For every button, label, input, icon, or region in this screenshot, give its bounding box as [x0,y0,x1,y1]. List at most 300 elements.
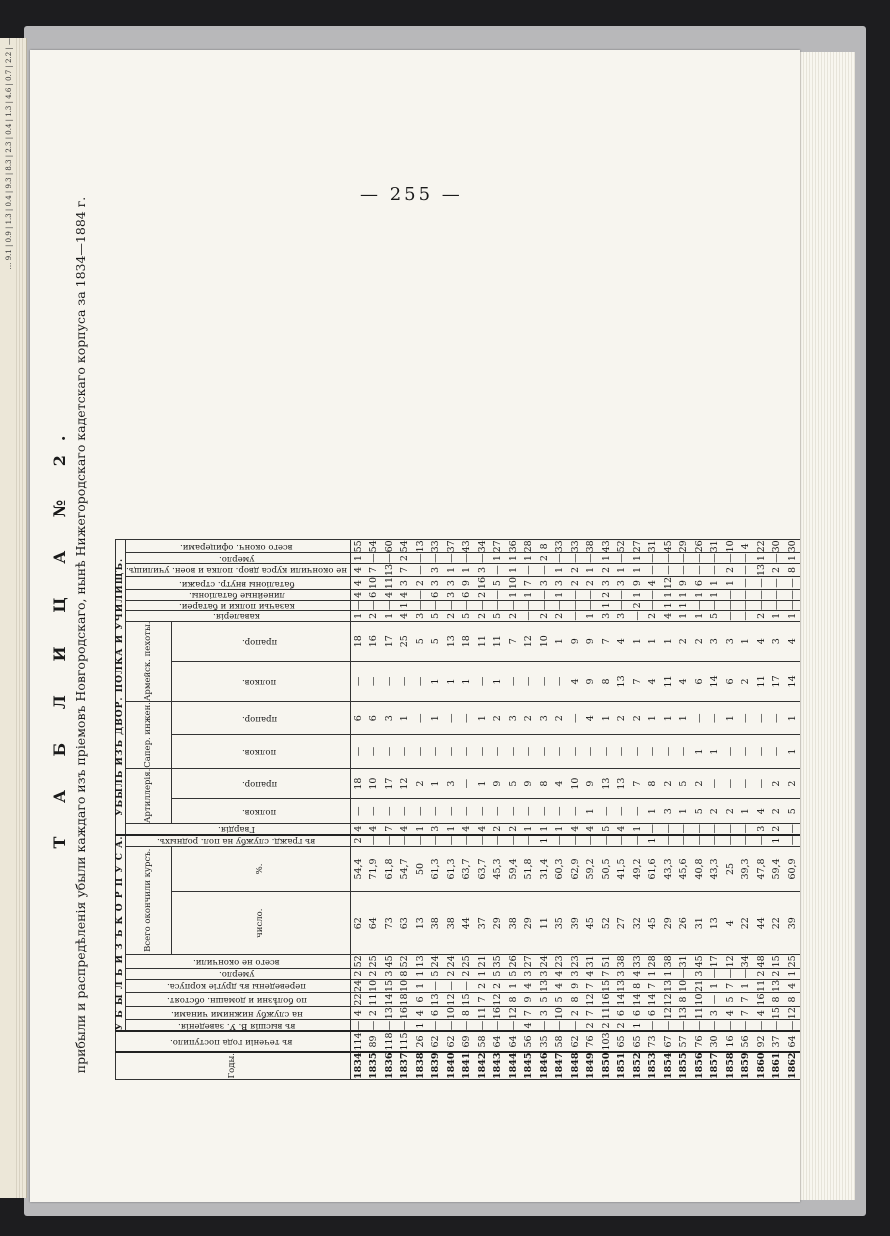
cell-cav: 2 [645,611,661,622]
cell-d2: 1 [350,553,366,564]
cell-cos: 1 [676,600,692,611]
cell-cos: 1 [599,600,615,611]
cell-ap: — [444,799,460,824]
cell-cav: — [723,611,739,622]
cell-sp: — [397,735,413,768]
cell-apr: 2 [661,768,677,799]
cell-died: 1 [661,968,677,979]
cell-civ: 4 [350,1006,366,1020]
cell-tr: 13 [614,979,630,993]
cell-cos: — [723,600,739,611]
cell-civ: 11 [475,1006,491,1020]
cell-fp: 59,2 [583,846,599,892]
cell-int: 5 [490,576,506,589]
cell-ipr: 12 [521,621,537,661]
cell-fc: 29 [521,892,537,955]
cell-int: 16 [475,576,491,589]
cell-nf: 24 [444,955,460,969]
cell-fc: 38 [444,892,460,955]
cell-gs: — [692,835,708,847]
cell-year: 1859 [738,1052,754,1080]
cell-gs: — [785,835,801,847]
cell-tot: 54 [397,540,413,553]
cell-apr: 2 [692,768,708,799]
cell-ip: 4 [568,661,584,701]
cell-gs: 2 [350,835,366,847]
cell-died: 2 [769,968,785,979]
cell-hi: — [397,1020,413,1031]
cell-nfd: 8 [785,563,801,576]
cell-cav: 1 [350,611,366,622]
cell-ap: — [366,799,382,824]
cell-d2: 1 [785,553,801,564]
cell-ip: — [537,661,553,701]
cell-ap: 5 [785,799,801,824]
cell-died: 3 [614,968,630,979]
cell-lin: — [568,590,584,601]
cell-gu: 2 [490,824,506,835]
cell-gs: — [661,835,677,847]
table-row [754,540,770,1080]
cell-ill: 14 [645,993,661,1007]
cell-civ: 2 [568,1006,584,1020]
cell-sp: — [475,735,491,768]
previous-page-text: … 9.1 | 0.9 | 1.3 | 0.4 | 9.3 | 8.3 | 2.3 | 0.4 | 1.3 | 4.6 | 0.7 | 2.2 | — [5,38,13,270]
cell-hi: 4 [521,1020,537,1031]
cell-year: 1846 [537,1052,553,1080]
cell-tr: 13 [769,979,785,993]
cell-d2: — [366,553,382,564]
cell-hi: — [382,1020,398,1031]
cell-ipr: 2 [692,621,708,661]
cell-year: 1838 [413,1052,429,1080]
cell-cos: — [444,600,460,611]
cell-nfd: 13 [754,563,770,576]
cell-ap: — [521,799,537,824]
cell-cav: — [568,611,584,622]
cell-gu: 4 [568,824,584,835]
cell-tr: 2 [475,979,491,993]
cell-lin: 6 [428,590,444,601]
cell-ip: — [506,661,522,701]
cell-civ: 12 [506,1006,522,1020]
cell-year: 1834 [350,1052,366,1080]
cell-fc: 63 [397,892,413,955]
cell-tot: 52 [614,540,630,553]
cell-d2: — [738,553,754,564]
cell-year: 1858 [723,1052,739,1080]
cell-rec: 58 [475,1031,491,1051]
group-infantry: Армейск. пехоты. [126,621,172,701]
cell-nfd: 3 [428,563,444,576]
cell-d2: 1 [630,553,646,564]
cell-int: 9 [676,576,692,589]
cell-fc: 22 [738,892,754,955]
cell-civ: 3 [537,1006,553,1020]
cell-spr: 1 [723,702,739,735]
cell-gs: — [723,835,739,847]
cell-gu: 4 [583,824,599,835]
cell-gu: 1 [444,824,460,835]
cell-gs: — [397,835,413,847]
cell-year: 1844 [506,1052,522,1080]
cell-d2: — [707,553,723,564]
cell-apr: 13 [614,768,630,799]
cell-gu: 4 [459,824,475,835]
cell-tot: 22 [754,540,770,553]
cell-hi: 2 [614,1020,630,1031]
cell-cav: 2 [475,611,491,622]
cell-nfd: 7 [366,563,382,576]
cell-spr: — [568,702,584,735]
cell-ip: 8 [599,661,615,701]
data-table [115,539,800,1080]
table-row [568,540,584,1080]
cell-fp: 60,3 [552,846,568,892]
cell-ap: — [397,799,413,824]
cell-spr: 1 [397,702,413,735]
cell-died: 5 [428,968,444,979]
cell-spr: 6 [350,702,366,735]
cell-died: 3 [568,968,584,979]
cell-rec: 76 [583,1031,599,1051]
cell-tot: 13 [413,540,429,553]
cell-cav: 5 [490,611,506,622]
cell-spr: — [754,702,770,735]
col-inf-regiments: полков. [171,661,350,701]
cell-fc: 29 [490,892,506,955]
cell-nfd: 2 [568,563,584,576]
cell-apr: 1 [428,768,444,799]
table-row [444,540,460,1080]
cell-tot: 34 [475,540,491,553]
page-edges [800,52,855,1200]
cell-tot: 37 [444,540,460,553]
cell-gu: 4 [397,824,413,835]
cell-tr: 8 [630,979,646,993]
cell-tot: 45 [661,540,677,553]
rotated-content [50,140,798,1130]
cell-rec: 76 [692,1031,708,1051]
cell-ipr: 3 [723,621,739,661]
group-sappers: Сапер. инжен. [126,702,172,769]
cell-ap: 4 [754,799,770,824]
cell-ip: 4 [645,661,661,701]
cell-died: 2 [350,968,366,979]
cell-nfd: — [521,563,537,576]
col-cossacks: казачьи полки и батареи. [126,600,351,611]
cell-gu: 1 [521,824,537,835]
cell-sp: — [382,735,398,768]
cell-nf: 24 [428,955,444,969]
cell-ap: — [599,799,615,824]
cell-sp: — [350,735,366,768]
cell-spr: 2 [630,702,646,735]
cell-nf: 35 [490,955,506,969]
cell-ipr: 5 [413,621,429,661]
cell-fc: 45 [645,892,661,955]
cell-tot: 30 [769,540,785,553]
cell-sp: 1 [707,735,723,768]
cell-apr: 2 [785,768,801,799]
cell-fp: 47,8 [754,846,770,892]
cell-spr: 3 [382,702,398,735]
cell-gu: — [692,824,708,835]
cell-nf: 28 [645,955,661,969]
cell-tr: 24 [350,979,366,993]
table-row [537,540,553,1080]
cell-apr: 12 [397,768,413,799]
cell-cav: 1 [583,611,599,622]
cell-spr: 1 [599,702,615,735]
cell-apr: 9 [490,768,506,799]
cell-tr: 13 [537,979,553,993]
cell-fc: 4 [723,892,739,955]
cell-died: 2 [459,968,475,979]
cell-fp: 61,3 [444,846,460,892]
cell-d2: 1 [506,553,522,564]
cell-lin: 1 [506,590,522,601]
cell-nfd: 1 [552,563,568,576]
cell-gs: — [490,835,506,847]
cell-ill: 7 [475,993,491,1007]
cell-cav: 2 [552,611,568,622]
col-inf-ensigns: прапор. [171,621,350,661]
cell-cos: — [537,600,553,611]
previous-page-edge [0,38,27,1198]
cell-tr: 7 [645,979,661,993]
cell-cos: — [707,600,723,611]
cell-spr: 2 [614,702,630,735]
cell-apr: 9 [521,768,537,799]
cell-nf: 25 [459,955,475,969]
cell-cav: 2 [506,611,522,622]
cell-tr: 4 [521,979,537,993]
cell-nf: 24 [537,955,553,969]
cell-spr: — [707,702,723,735]
col-internal-guard: баталіоны внутр. стражи. [126,576,351,589]
cell-nfd: 1 [444,563,460,576]
table-row [614,540,630,1080]
cell-tr: 7 [723,979,739,993]
cell-year: 1861 [769,1052,785,1080]
cell-nfd: 2 [599,563,615,576]
cell-year: 1853 [645,1052,661,1080]
cell-civ: 3 [707,1006,723,1020]
cell-fp: 43,3 [661,846,677,892]
cell-fp: 60,9 [785,846,801,892]
cell-ill: 16 [599,993,615,1007]
cell-civ: 15 [769,1006,785,1020]
col-guard: Гвардія. [126,824,351,835]
cell-cos: 1 [661,600,677,611]
cell-int: 6 [692,576,708,589]
cell-fc: 35 [552,892,568,955]
col-sap-ensigns: прапор. [171,702,350,735]
cell-gu: 2 [506,824,522,835]
cell-fc: 22 [769,892,785,955]
cell-year: 1835 [366,1052,382,1080]
cell-civ: 11 [599,1006,615,1020]
cell-hi: 1 [413,1020,429,1031]
cell-rec: 62 [568,1031,584,1051]
cell-tr: 2 [490,979,506,993]
cell-rec: 16 [723,1031,739,1051]
cell-tot: 54 [366,540,382,553]
cell-fp: 63,7 [459,846,475,892]
cell-ipr: 9 [568,621,584,661]
cell-cav: — [630,611,646,622]
cell-gu: 4 [366,824,382,835]
cell-civ: 4 [413,1006,429,1020]
cell-tr: 15 [599,979,615,993]
cell-d2: — [583,553,599,564]
cell-gs: — [738,835,754,847]
cell-ipr: 1 [552,621,568,661]
cell-died: 3 [537,968,553,979]
cell-ill: 8 [676,993,692,1007]
cell-hi: — [350,1020,366,1031]
cell-rec: 103 [599,1031,615,1051]
cell-ill: 15 [459,993,475,1007]
group-finished: Всего окончили курсъ. [126,846,172,955]
cell-year: 1847 [552,1052,568,1080]
cell-fp: 43,3 [707,846,723,892]
cell-ap: — [428,799,444,824]
cell-apr: 17 [382,768,398,799]
table-row [769,540,785,1080]
cell-ip: 6 [723,661,739,701]
table-row [645,540,661,1080]
cell-sp: — [413,735,429,768]
cell-ipr: 1 [645,621,661,661]
cell-int: — [738,576,754,589]
col-art-ensigns: прапор. [171,768,350,799]
cell-civ: 16 [490,1006,506,1020]
table-heading [50,140,112,1130]
cell-ipr: 10 [537,621,553,661]
cell-lin: — [490,590,506,601]
cell-d2: 2 [397,553,413,564]
cell-ipr: 4 [785,621,801,661]
cell-spr: 3 [537,702,553,735]
cell-year: 1845 [521,1052,537,1080]
cell-d2: 1 [599,553,615,564]
cell-ipr: 7 [506,621,522,661]
cell-gs: — [444,835,460,847]
cell-d2: — [661,553,677,564]
cell-cav: 2 [444,611,460,622]
cell-died: 1 [785,968,801,979]
cell-cos: — [428,600,444,611]
cell-died: — [723,968,739,979]
cell-ip: 1 [490,661,506,701]
cell-fc: 13 [413,892,429,955]
cell-apr: 9 [583,768,599,799]
cell-rec: 118 [382,1031,398,1051]
cell-cos: — [785,600,801,611]
cell-sp: — [583,735,599,768]
cell-d2: — [428,553,444,564]
cell-tot: 33 [428,540,444,553]
cell-nfd: 2 [723,563,739,576]
cell-lin: 6 [366,590,382,601]
cell-ip: 17 [769,661,785,701]
cell-hi: — [444,1020,460,1031]
cell-nfd: — [490,563,506,576]
cell-ap: 1 [583,799,599,824]
cell-int: 9 [459,576,475,589]
cell-ill: 16 [754,993,770,1007]
cell-hi: — [676,1020,692,1031]
cell-lin: — [583,590,599,601]
cell-ill: 18 [397,993,413,1007]
cell-apr: 2 [769,768,785,799]
cell-ap: 3 [661,799,677,824]
cell-d2: — [645,553,661,564]
cell-nf: 21 [475,955,491,969]
cell-sp: — [459,735,475,768]
cell-lin: 1 [521,590,537,601]
cell-lin: — [413,590,429,601]
cell-died: — [738,968,754,979]
cell-died: — [676,968,692,979]
cell-cos: — [552,600,568,611]
cell-ill: 8 [785,993,801,1007]
cell-hi: — [490,1020,506,1031]
cell-sp: — [506,735,522,768]
cell-fc: 37 [475,892,491,955]
cell-fp: 63,7 [475,846,491,892]
cell-tot: 33 [552,540,568,553]
cell-lin: — [614,590,630,601]
cell-ipr: 17 [382,621,398,661]
cell-sp: — [568,735,584,768]
cell-ill: 12 [661,993,677,1007]
cell-sp: — [738,735,754,768]
cell-hi: — [754,1020,770,1031]
cell-cav: 1 [676,611,692,622]
cell-cav: 5 [428,611,444,622]
cell-tot: 28 [521,540,537,553]
cell-died: 3 [382,968,398,979]
cell-tr: 4 [785,979,801,993]
cell-fp: 61,3 [428,846,444,892]
cell-tr: 10 [366,979,382,993]
cell-d2: — [676,553,692,564]
cell-cav: 3 [599,611,615,622]
cell-ill: 13 [428,993,444,1007]
cell-gu: 3 [754,824,770,835]
cell-fc: 38 [428,892,444,955]
cell-sp: — [521,735,537,768]
cell-fc: 31 [692,892,708,955]
cell-ap: — [537,799,553,824]
cell-tr: 9 [568,979,584,993]
cell-d2: — [614,553,630,564]
cell-rec: 62 [428,1031,444,1051]
cell-nf: 25 [785,955,801,969]
cell-apr: 3 [444,768,460,799]
cell-ap: — [490,799,506,824]
cell-nf: 31 [583,955,599,969]
cell-gs: — [630,835,646,847]
cell-nfd: — [413,563,429,576]
cell-fc: 45 [583,892,599,955]
cell-fc: 44 [459,892,475,955]
cell-nfd: — [692,563,708,576]
cell-ip: 7 [630,661,646,701]
